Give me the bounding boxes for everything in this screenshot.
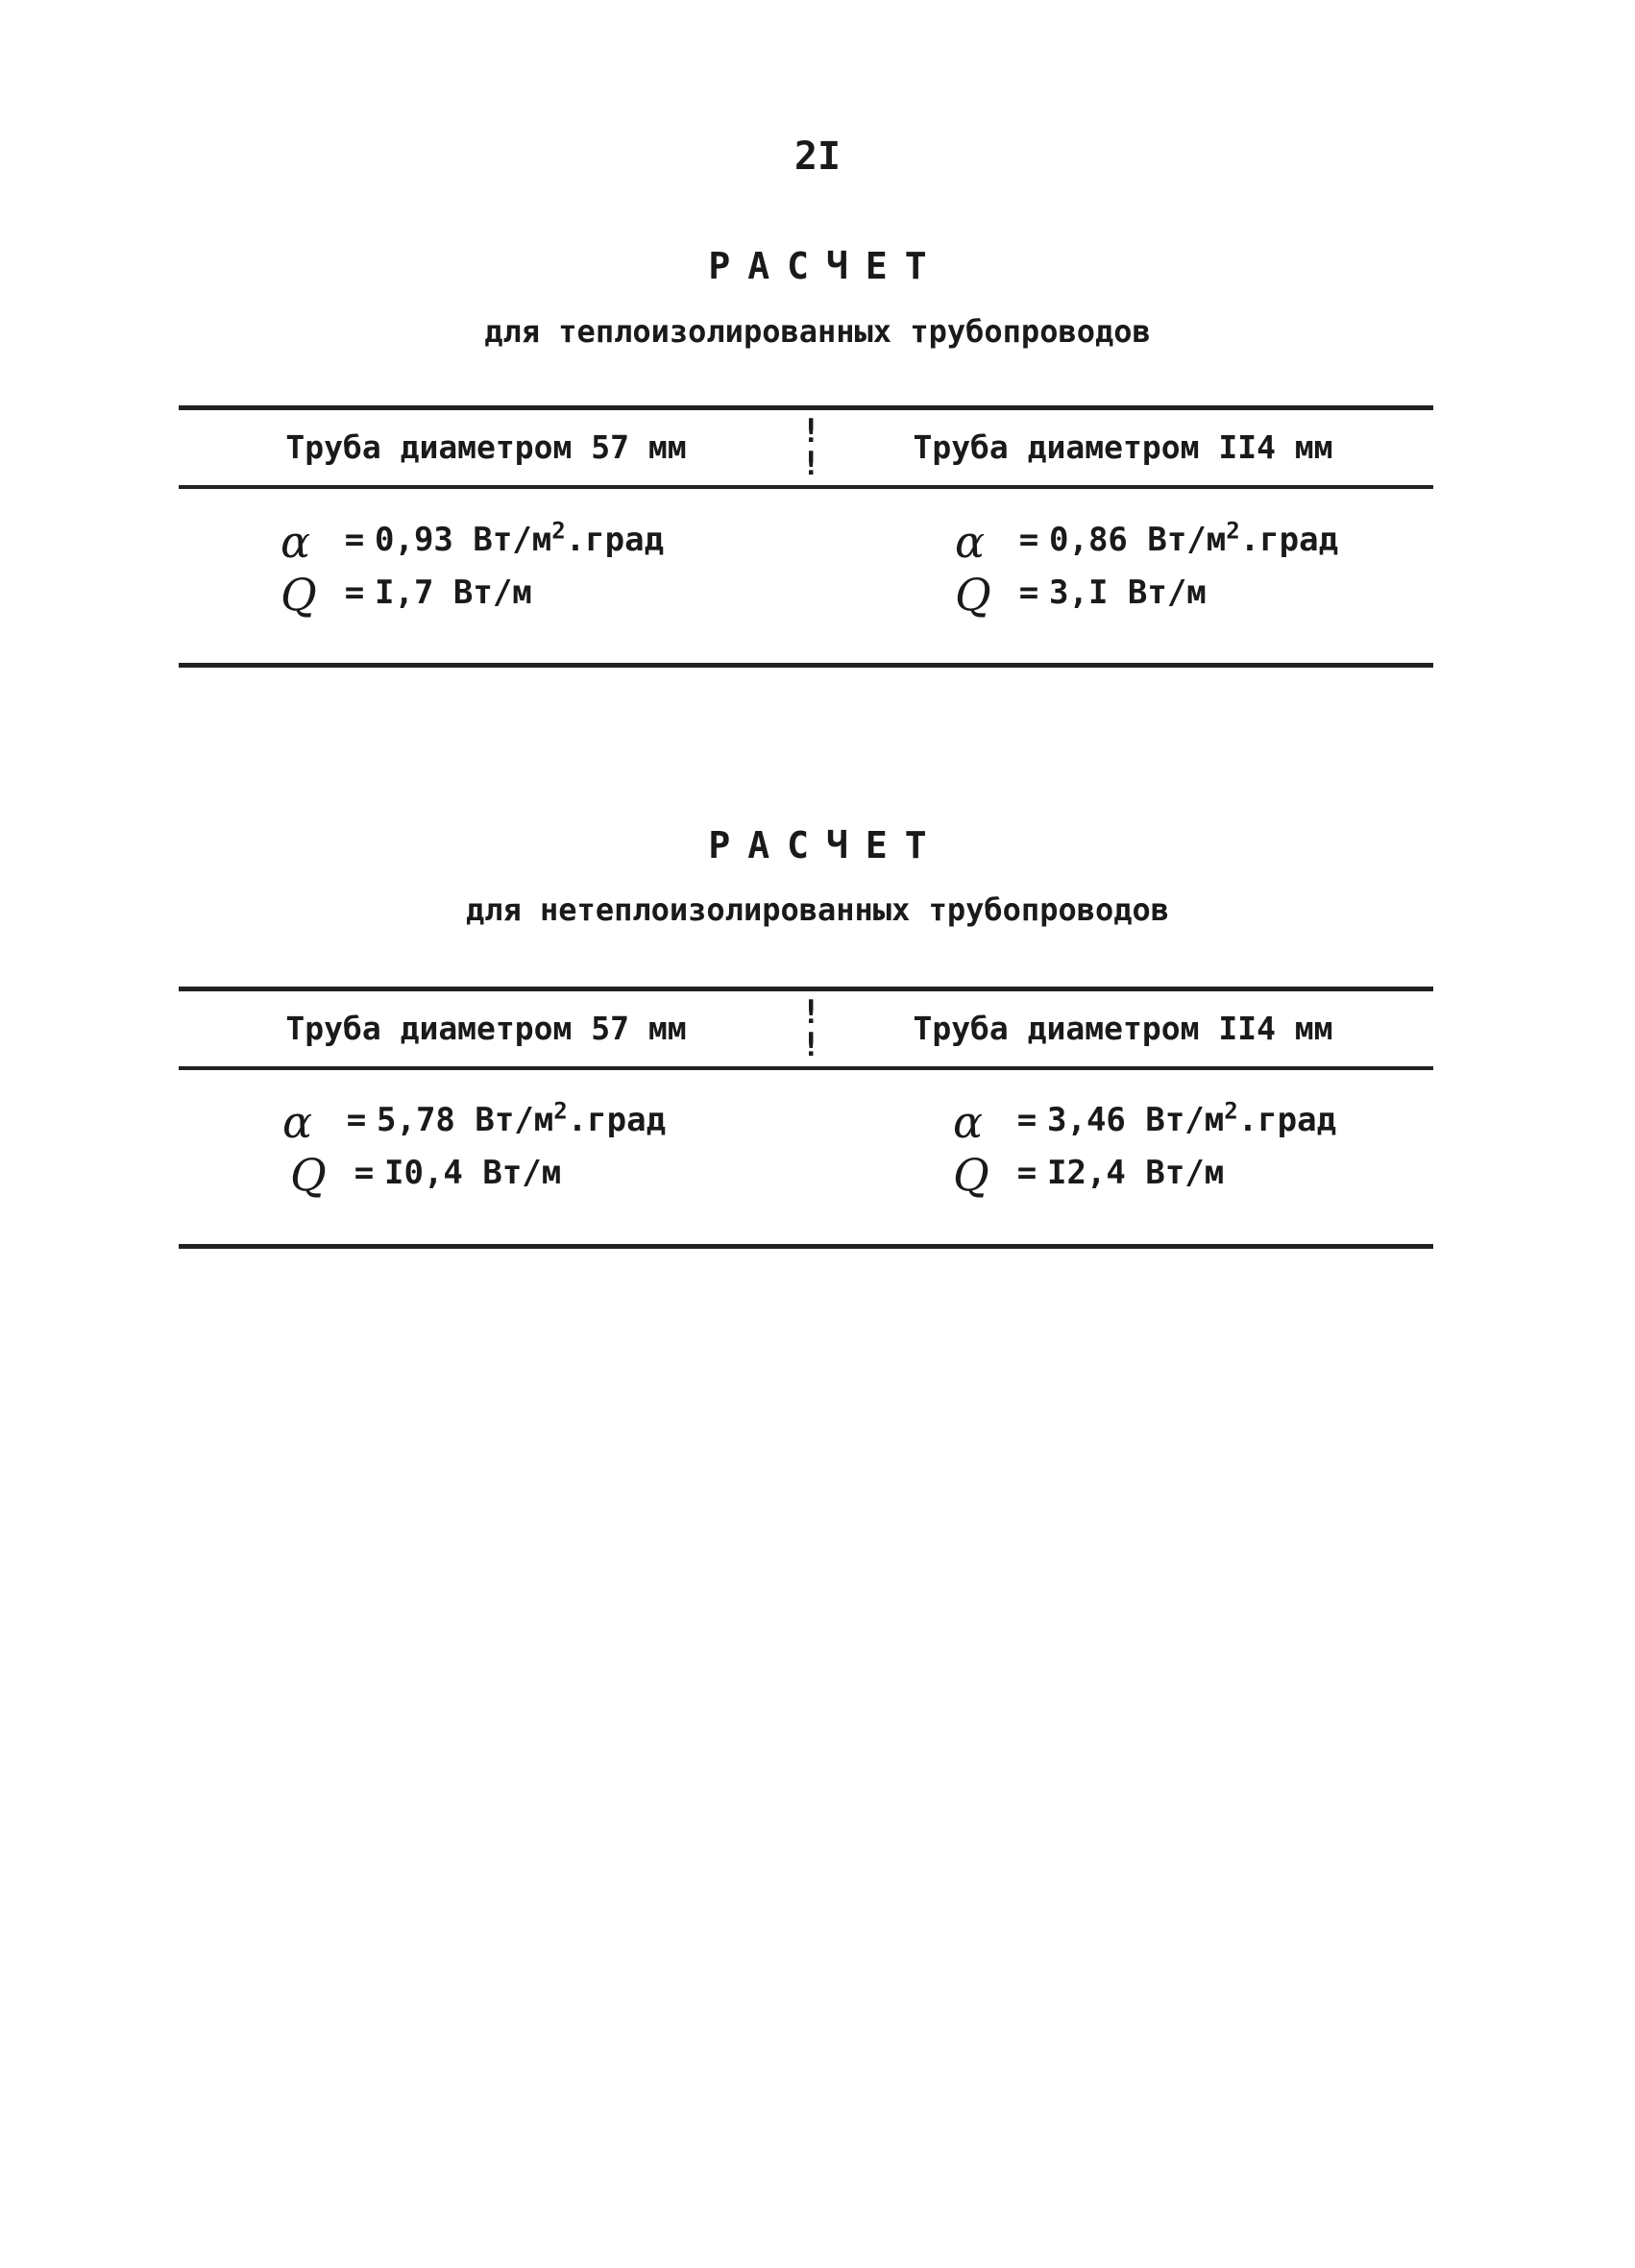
equals-sign: = — [344, 573, 365, 612]
section-title-uninsulated: РАСЧЕТ — [708, 824, 944, 866]
q-row-57mm — [290, 1144, 561, 1202]
q-value: I,7 Вт/м — [375, 573, 532, 612]
q-symbol: Q — [953, 1148, 989, 1201]
column-divider: ! ! — [801, 993, 821, 1064]
alpha-value: 3,46 $Вт/м^2.град$ — [1047, 1098, 1337, 1140]
column-header-57mm: Труба диаметром 57 мм — [285, 1010, 687, 1047]
q-symbol: Q — [955, 568, 991, 621]
q-value: I0,4 Вт/м — [384, 1154, 562, 1192]
section-subtitle-insulated: для теплоизолированных трубопроводов — [484, 313, 1151, 350]
q-row-114mm — [955, 564, 1207, 622]
calc-table-uninsulated — [179, 987, 1433, 1251]
section-subtitle-uninsulated: для нетеплоизолированных трубопроводов — [465, 891, 1170, 928]
q-row-114mm — [953, 1144, 1224, 1202]
alpha-row-114mm — [955, 502, 1339, 568]
table-bottom-rule — [179, 663, 1433, 668]
equals-sign: = — [1016, 1154, 1037, 1192]
column-header-114mm: Труба диаметром II4 мм — [913, 428, 1333, 466]
equals-sign: = — [346, 1101, 367, 1140]
equals-sign: = — [1018, 573, 1039, 612]
q-row-57mm — [281, 564, 532, 622]
equals-sign: = — [344, 521, 365, 560]
column-divider: ! ! — [801, 412, 821, 483]
alpha-row-114mm — [953, 1083, 1337, 1148]
table-header-rule — [179, 1066, 1433, 1070]
equals-sign: = — [354, 1154, 375, 1192]
table-top-rule — [179, 405, 1433, 410]
alpha-value: 0,86 $Вт/м^2.град$ — [1049, 518, 1339, 560]
alpha-symbol: α — [955, 515, 986, 568]
q-value: 3,I Вт/м — [1049, 573, 1207, 612]
alpha-value: 0,93 $Вт/м^2.град$ — [375, 518, 665, 560]
table-bottom-rule — [179, 1244, 1433, 1249]
table-top-rule — [179, 987, 1433, 991]
alpha-symbol: α — [953, 1095, 984, 1148]
q-symbol: Q — [290, 1148, 327, 1201]
q-value: I2,4 Вт/м — [1047, 1154, 1225, 1192]
page-number: 2I — [793, 134, 842, 179]
equals-sign: = — [1018, 521, 1039, 560]
q-symbol: Q — [281, 568, 317, 621]
column-header-114mm: Труба диаметром II4 мм — [913, 1010, 1333, 1047]
table-header-rule — [179, 485, 1433, 489]
alpha-value: 5,78 $Вт/м^2.град$ — [377, 1098, 667, 1140]
alpha-symbol: α — [281, 515, 311, 568]
alpha-row-57mm — [282, 1083, 667, 1148]
equals-sign: = — [1016, 1101, 1037, 1140]
alpha-row-57mm — [281, 502, 665, 568]
section-title-insulated: РАСЧЕТ — [708, 245, 944, 287]
alpha-symbol: α — [282, 1095, 313, 1148]
calc-table-insulated — [179, 405, 1433, 670]
column-header-57mm: Труба диаметром 57 мм — [285, 428, 687, 466]
